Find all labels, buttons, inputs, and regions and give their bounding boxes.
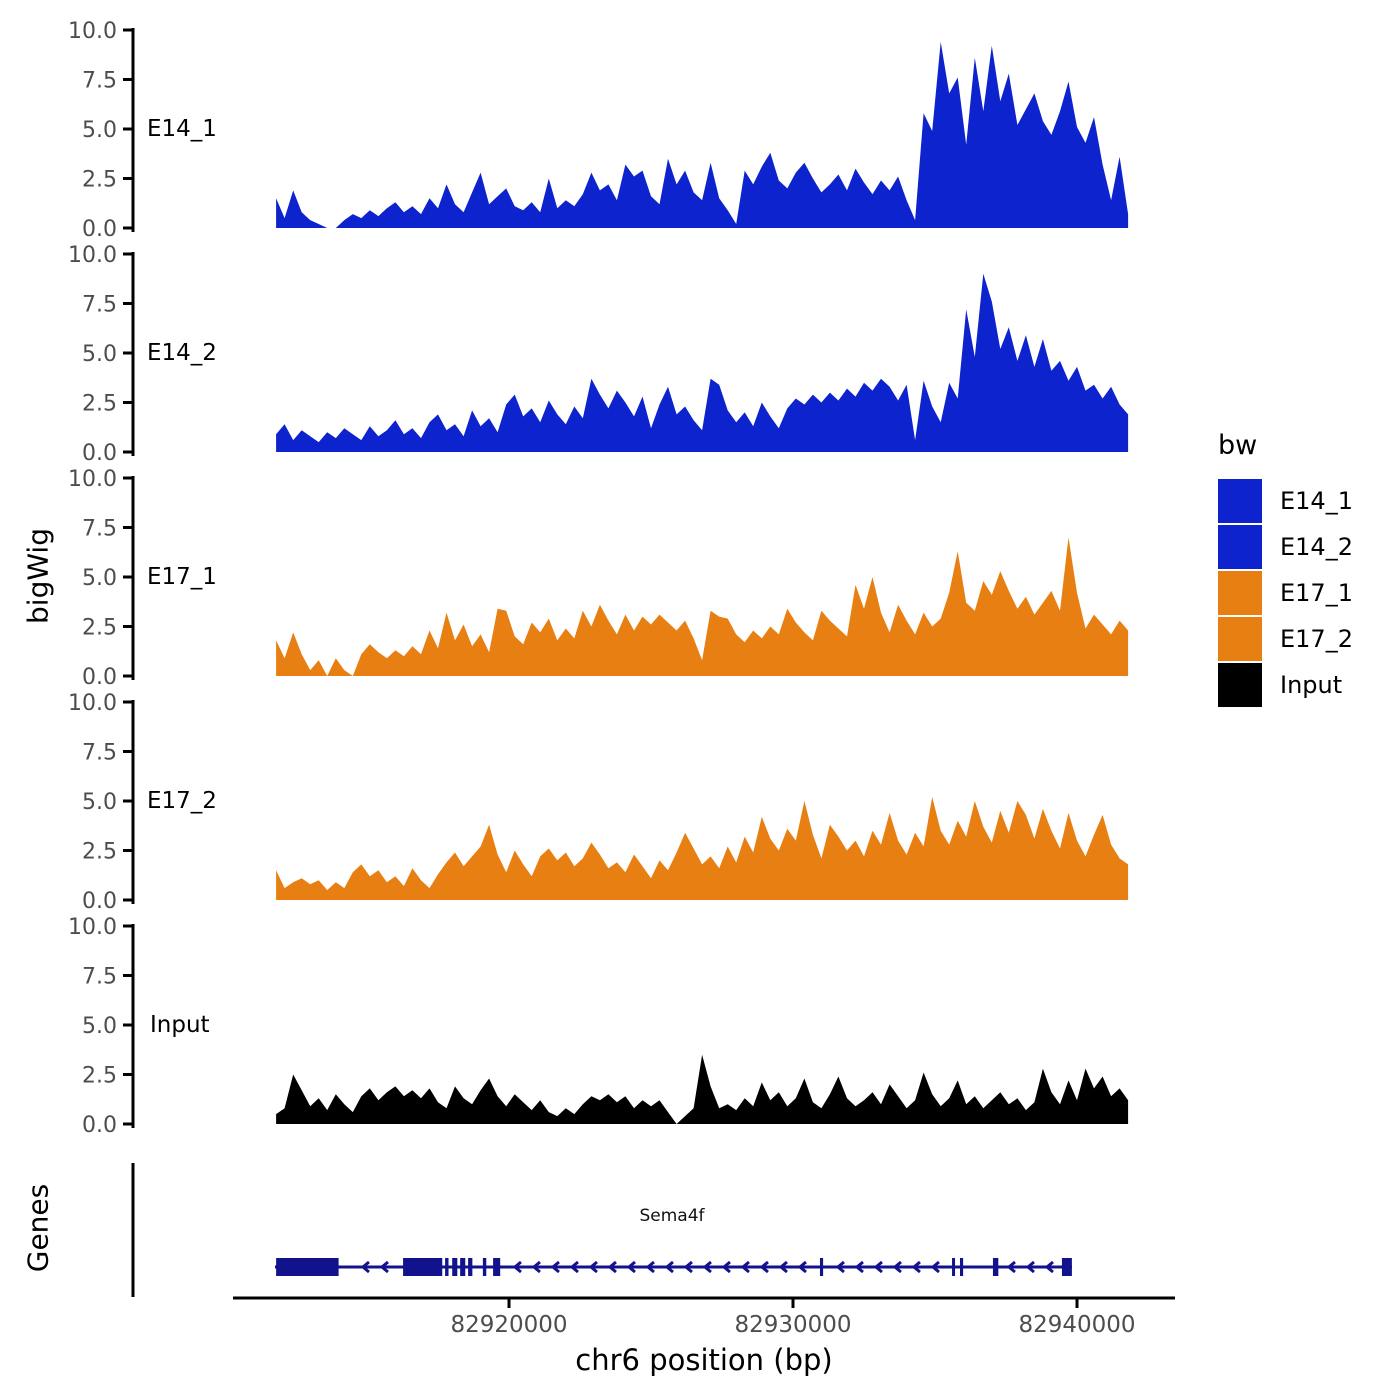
y-tick-label: 0.0 (82, 1113, 117, 1138)
y-tick-label: 2.5 (82, 391, 117, 417)
gene-exon (276, 1258, 338, 1276)
genes-panel-title: Genes (21, 1183, 55, 1273)
signal-area-e17_1 (276, 537, 1128, 676)
y-axis-title: bigWig (21, 528, 55, 624)
legend-label-e14-2: E14_2 (1280, 533, 1353, 561)
y-tick-label: 0.0 (82, 889, 117, 914)
y-tick-label: 2.5 (82, 167, 117, 193)
y-tick-label: 5.0 (82, 342, 117, 367)
x-tick-label-82920000: 82920000 (450, 1312, 568, 1338)
gene-name-label: Sema4f (639, 1206, 705, 1226)
track-label-e17-1: E17_1 (147, 564, 217, 590)
track-label-input: Input (150, 1012, 210, 1038)
y-tick-label: 0.0 (82, 441, 117, 466)
y-tick-label: 5.0 (82, 1014, 117, 1039)
x-tick-label-82930000: 82930000 (734, 1312, 852, 1338)
gene-exon (493, 1258, 500, 1276)
y-tick-label: 2.5 (82, 839, 117, 865)
y-tick-label: 10.0 (68, 915, 117, 940)
y-tick-label: 7.5 (82, 964, 117, 990)
legend-swatch-e14-1 (1218, 479, 1262, 523)
y-tick-label: 10.0 (68, 467, 117, 492)
gene-exon (820, 1258, 823, 1276)
gene-exon (452, 1258, 457, 1276)
y-tick-label: 5.0 (82, 118, 117, 143)
legend-label-e14-1: E14_1 (1280, 487, 1353, 515)
y-tick-label: 5.0 (82, 790, 117, 815)
gene-exon (993, 1258, 998, 1276)
legend-swatch-input (1218, 663, 1262, 707)
gene-exon (952, 1258, 955, 1276)
y-tick-label: 10.0 (68, 19, 117, 44)
legend-swatch-e14-2 (1218, 525, 1262, 569)
gene-exon (1062, 1258, 1072, 1276)
y-tick-label: 7.5 (82, 292, 117, 318)
y-tick-label: 10.0 (68, 243, 117, 268)
signal-area-e14_2 (276, 274, 1128, 452)
signal-area-e14_1 (276, 42, 1128, 228)
gene-exon (960, 1258, 963, 1276)
legend-swatch-e17-1 (1218, 571, 1262, 615)
y-tick-label: 5.0 (82, 566, 117, 591)
y-tick-label: 7.5 (82, 516, 117, 542)
gene-exon (403, 1258, 442, 1276)
signal-area-input (276, 1055, 1128, 1124)
legend-label-input: Input (1280, 671, 1343, 699)
y-tick-label: 7.5 (82, 740, 117, 766)
track-label-e14-1: E14_1 (147, 116, 217, 142)
legend-label-e17-2: E17_2 (1280, 625, 1353, 653)
gene-exon (460, 1258, 465, 1276)
track-label-e17-2: E17_2 (147, 788, 217, 814)
legend-label-e17-1: E17_1 (1280, 579, 1353, 607)
gene-exon (483, 1258, 486, 1276)
signal-area-e17_2 (276, 797, 1128, 900)
y-tick-label: 10.0 (68, 691, 117, 716)
gene-exon (468, 1258, 472, 1276)
gene-exon (445, 1258, 448, 1276)
y-tick-label: 7.5 (82, 68, 117, 94)
track-label-e14-2: E14_2 (147, 340, 217, 366)
x-tick-label-82940000: 82940000 (1018, 1312, 1136, 1338)
y-tick-label: 2.5 (82, 1063, 117, 1089)
y-tick-label: 2.5 (82, 615, 117, 641)
legend-swatch-e17-2 (1218, 617, 1262, 661)
legend-title: bw (1218, 430, 1258, 461)
y-tick-label: 0.0 (82, 665, 117, 690)
x-axis-title: chr6 position (bp) (575, 1343, 833, 1377)
y-tick-label: 0.0 (82, 217, 117, 242)
